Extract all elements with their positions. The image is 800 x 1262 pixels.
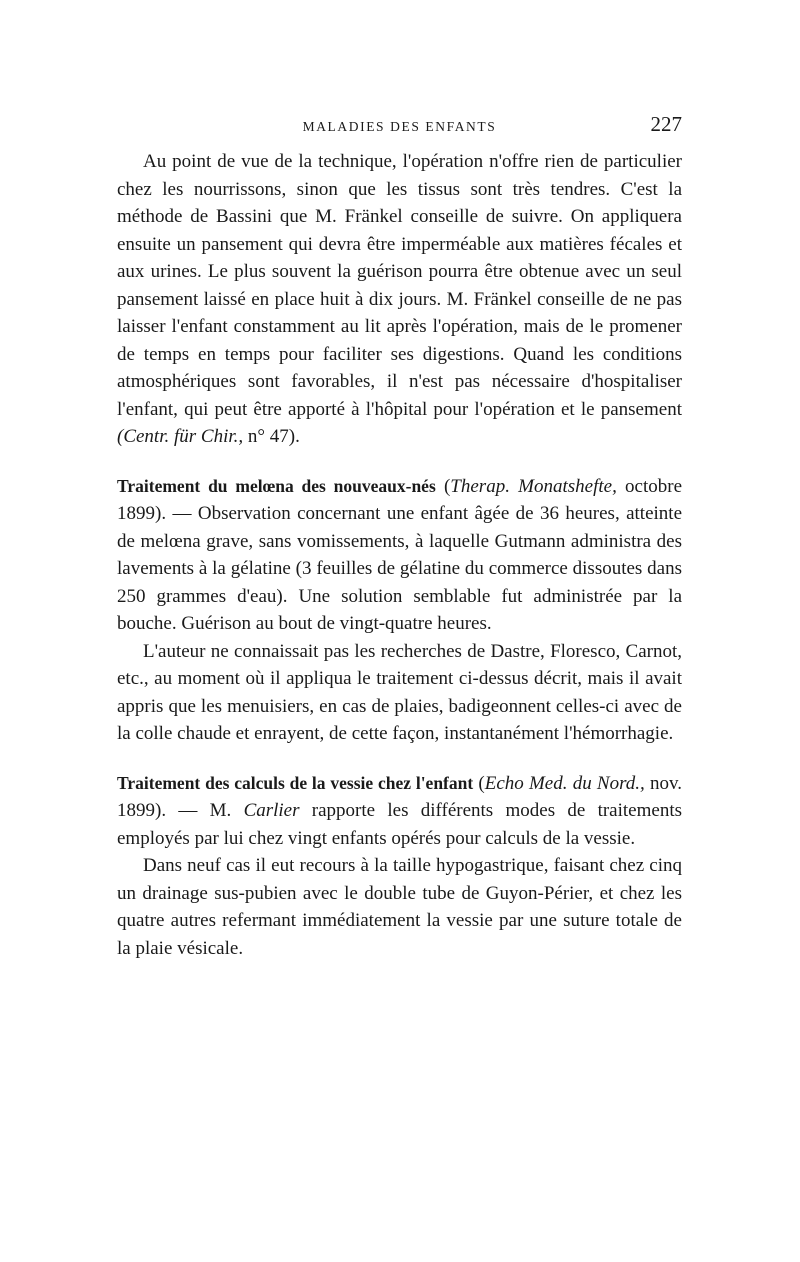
book-page — [117, 108, 682, 962]
article-text: rapporte les différents modes de traitements employés par lui chez vingt enfants opérés pour calculs de la vessie. — [117, 800, 682, 849]
citation-source: (Centr. für Chir., — [117, 426, 244, 447]
article-date: nov. 1899). — M. — [117, 772, 682, 821]
citation-number: n° 47). — [243, 426, 300, 447]
running-title: MALADIES DES ENFANTS — [302, 119, 497, 134]
paren-open: ( — [473, 772, 485, 794]
article-melena — [117, 473, 682, 638]
paragraph-text: Au point de vue de la technique, l'opération n'offre rien de particulier chez les nourrissons, sinon que les tissus sont très tendres. C'est la méthode de Bassini que M. Fränkel conseille de suivre. On appliquera ensuite un pansement qui devra être imperméable aux matières fécales et aux urines. Le plus souvent la guérison pourra être obtenue avec un seul pansement laissé en place huit à dix jours. M. Fränkel conseille de ne pas laisser l'enfant constamment au lit après l'opération, mais de le promener de temps en temps pour faciliter ses digestions. Quand les conditions atmosphériques sont favorables, il n'est pas nécessaire d'hospitaliser l'enfant, qui peut être apporté à l'hôpital pour l'opération et le pansement — [117, 151, 682, 420]
paragraph-author-note: L'auteur ne connaissait pas les recherches de Dastre, Floresco, Carnot, etc., au moment où il appliqua le traitement ci-dessus décrit, mais il avait appris que les menuisiers, en cas de plaies, badigeonnent celles-ci avec de la colle chaude et enrayent, de cette façon, instantanément l'hémorrhagie. — [117, 640, 682, 744]
paren-open: ( — [435, 475, 451, 497]
journal-name: Echo Med. du Nord., — [484, 772, 645, 794]
article-text: octobre 1899). — Observation concernant une enfant âgée de 36 heures, atteinte de melœna grave, sans vomissements, à laquelle Gutmann administra des lavements à la gélatine (3 feuilles de gélatine du commerce dissoutes dans 250 grammes d'eau). Une solution semblable fut administrée par la bouche. Guérison au bout de vingt-quatre heures. — [117, 475, 682, 634]
running-head — [117, 108, 682, 148]
body-text — [117, 148, 682, 962]
article-calculs — [117, 770, 682, 853]
page-number: 227 — [650, 112, 682, 136]
paragraph-cases: Dans neuf cas il eut recours à la taille hypogastrique, faisant chez cinq un drainage sus-pubien avec le double tube de Guyon-Périer, et chez les quatre autres refermant immédiatement la vessie par une suture totale de la plaie vésicale. — [117, 855, 682, 959]
paragraph-continuation — [117, 148, 682, 451]
article-heading: Traitement des calculs de la vessie chez l'enfant — [117, 772, 474, 793]
article-heading: Traitement du melœna des nouveaux-nés — [117, 475, 436, 496]
journal-name: Therap. Monatshefte, — [450, 475, 617, 497]
author-name: Carlier — [243, 800, 300, 821]
